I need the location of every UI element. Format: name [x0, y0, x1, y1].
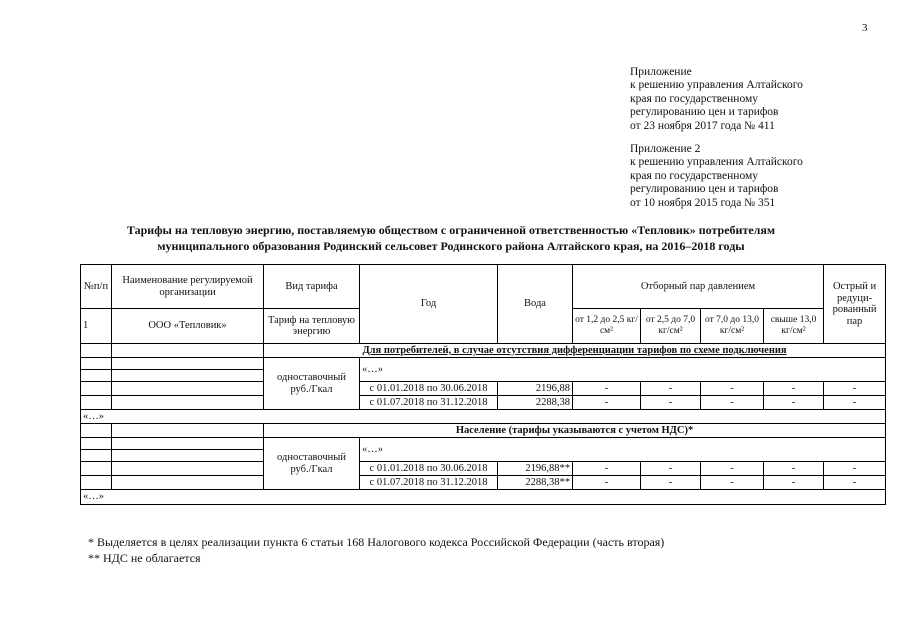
dash-cell: - [824, 462, 886, 476]
period-cell: с 01.01.2018 по 30.06.2018 [360, 462, 498, 476]
empty-cell [81, 370, 112, 382]
empty-cell [112, 450, 264, 462]
header-num: №п/п [81, 265, 112, 309]
row-tariff-name: Тариф на тепловую энергию [264, 309, 360, 344]
empty-cell [112, 370, 264, 382]
dash-cell: - [573, 476, 641, 490]
appendix-2-line: от 10 ноября 2015 года № 351 [630, 196, 776, 209]
document-title [0, 223, 902, 254]
title-line-2: муниципального образования Родинский сельсовет Родинского района Алтайского края, на 2016–2018 годы [157, 238, 745, 253]
header-pressure-1: от 1,2 до 2,5 кг/см² [573, 309, 641, 344]
dash-cell: - [641, 396, 701, 410]
empty-cell [81, 476, 112, 490]
table-row [81, 462, 886, 476]
table-row [81, 382, 886, 396]
empty-cell [81, 450, 112, 462]
water-value: 2196,88 [498, 382, 573, 396]
section-1-heading: Для потребителей, в случае отсутствия дифференциации тарифов по схеме подключения [264, 344, 886, 358]
period-cell: с 01.07.2018 по 31.12.2018 [360, 396, 498, 410]
dash-cell: - [701, 462, 764, 476]
header-pressure-3: от 7,0 до 13,0 кг/см² [701, 309, 764, 344]
header-water: Вода [498, 265, 573, 344]
dash-cell: - [824, 476, 886, 490]
empty-cell [112, 462, 264, 476]
empty-cell [112, 476, 264, 490]
section-2-tariff-label: одноставочный руб./Гкал [264, 438, 360, 490]
dash-cell: - [641, 476, 701, 490]
empty-cell [81, 462, 112, 476]
empty-cell [81, 424, 112, 438]
section-2-ellipsis: «…» [360, 438, 886, 462]
period-cell: с 01.01.2018 по 30.06.2018 [360, 382, 498, 396]
water-value: 2288,38** [498, 476, 573, 490]
header-pressure-2: от 2,5 до 7,0 кг/см² [641, 309, 701, 344]
header-steam: Отборный пар давлением [573, 265, 824, 309]
dash-cell: - [764, 396, 824, 410]
dash-cell: - [764, 382, 824, 396]
ellipsis-row: «…» [81, 490, 886, 505]
header-year: Год [360, 265, 498, 344]
appendix-2-line: к решению управления Алтайского [630, 156, 803, 169]
empty-cell [81, 358, 112, 370]
period-cell: с 01.07.2018 по 31.12.2018 [360, 476, 498, 490]
table-row [81, 476, 886, 490]
footnote-1: * Выделяется в целях реализации пункта 6 статьи 168 Налогового кодекса Российской Федерации (часть вторая) [88, 535, 665, 549]
empty-cell [112, 424, 264, 438]
table-header-row [81, 265, 886, 309]
appendix-1-line: от 23 ноября 2017 года № 411 [630, 119, 775, 132]
dash-cell: - [764, 462, 824, 476]
table-row [81, 424, 886, 438]
appendix-1-line: к решению управления Алтайского [630, 79, 803, 92]
dash-cell: - [573, 462, 641, 476]
dash-cell: - [701, 382, 764, 396]
table-row [81, 344, 886, 358]
empty-cell [112, 382, 264, 396]
appendix-1-line: края по государственному [630, 92, 758, 105]
table-row [81, 396, 886, 410]
dash-cell: - [701, 396, 764, 410]
appendix-2-line: края по государственному [630, 169, 758, 182]
section-2-heading: Население (тарифы указываются с учетом НДС)* [264, 424, 886, 438]
ellipsis-row: «…» [81, 410, 886, 424]
tariff-table [80, 264, 886, 505]
water-value: 2288,38 [498, 396, 573, 410]
empty-cell [112, 438, 264, 450]
appendix-2-line: регулированию цен и тарифов [630, 183, 779, 196]
dash-cell: - [573, 396, 641, 410]
dash-cell: - [573, 382, 641, 396]
empty-cell [112, 358, 264, 370]
empty-cell [81, 344, 112, 358]
table-row [81, 358, 886, 370]
empty-cell [112, 344, 264, 358]
dash-cell: - [641, 382, 701, 396]
appendix-1-line: регулированию цен и тарифов [630, 106, 779, 119]
header-tariff-type: Вид тарифа [264, 265, 360, 309]
empty-cell [81, 396, 112, 410]
footnote-2: ** НДС не облагается [88, 551, 201, 565]
empty-cell [81, 382, 112, 396]
row-num: 1 [81, 309, 112, 344]
appendix-1-line: Приложение [630, 66, 692, 78]
header-sharp-steam: Острый и редуци-рованный пар [824, 265, 886, 344]
section-1-tariff-label: одноставочный руб./Гкал [264, 358, 360, 410]
header-org: Наименование регулируемой организации [112, 265, 264, 309]
dash-cell: - [764, 476, 824, 490]
section-1-ellipsis: «…» [360, 358, 886, 382]
dash-cell: - [824, 382, 886, 396]
dash-cell: - [641, 462, 701, 476]
dash-cell: - [701, 476, 764, 490]
header-pressure-4: свыше 13,0 кг/см² [764, 309, 824, 344]
appendix-1-block [630, 66, 803, 133]
empty-cell [112, 396, 264, 410]
table-row [81, 410, 886, 424]
table-row [81, 438, 886, 450]
appendix-2-line: Приложение 2 [630, 143, 701, 155]
title-line-1: Тарифы на тепловую энергию, поставляемую обществом с ограниченной ответственностью «Тепловик» потребителям [126, 223, 776, 237]
page-number: 3 [862, 22, 868, 34]
dash-cell: - [824, 396, 886, 410]
appendix-2-block [630, 143, 803, 210]
table-row [81, 490, 886, 505]
empty-cell [81, 438, 112, 450]
row-org-name: ООО «Тепловик» [112, 309, 264, 344]
water-value: 2196,88** [498, 462, 573, 476]
